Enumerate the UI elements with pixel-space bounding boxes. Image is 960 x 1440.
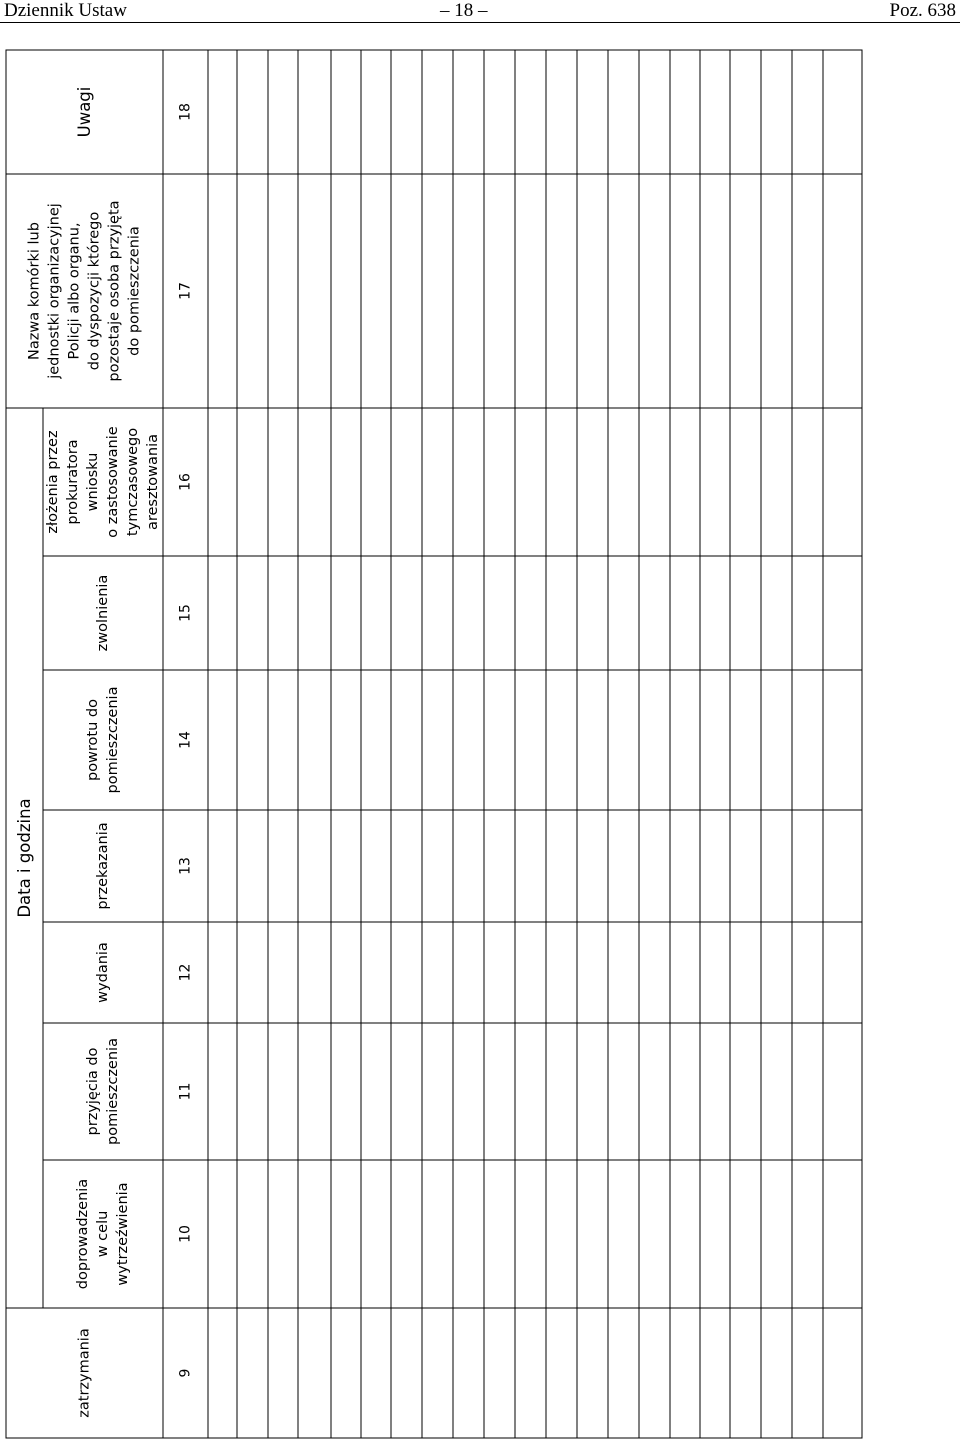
table-labels: [15, 87, 194, 1418]
column-header-10-line: doprowadzenia: [75, 1178, 91, 1290]
date-time-group-header: Data i godzina: [15, 798, 34, 918]
column-header-16-line: tymczasowego: [125, 427, 141, 537]
publication-title: Dziennik Ustaw: [4, 0, 127, 21]
column-header-9-line: zatrzymania: [76, 1328, 93, 1418]
column-header-11-line: przyjęcia do: [85, 1047, 101, 1136]
column-header-14-line: powrotu do: [85, 698, 101, 782]
column-header-16-line: o zastosowanie: [105, 426, 121, 538]
column-header-15-line: zwolnienia: [95, 574, 111, 652]
column-number-12: 12: [177, 963, 194, 982]
column-header-14-line: pomieszczenia: [105, 686, 121, 794]
column-number-9: 9: [177, 1368, 194, 1378]
column-header-16-line: prokuratora: [65, 439, 81, 525]
column-header-17-line: do pomieszczenia: [126, 226, 143, 356]
column-header-13-line: przekazania: [95, 822, 111, 910]
column-header-16-line: wniosku: [85, 452, 101, 512]
column-number-17: 17: [177, 282, 194, 300]
column-header-12-line: wydania: [95, 942, 111, 1003]
column-number-14: 14: [177, 731, 194, 749]
column-number-13: 13: [177, 857, 194, 875]
page-number: – 18 –: [440, 0, 488, 21]
column-header-16-line: złożenia przez: [45, 430, 61, 534]
column-number-10: 10: [177, 1225, 194, 1243]
column-number-11: 11: [177, 1082, 194, 1101]
column-header-17-line: do dyspozycji którego: [86, 211, 103, 371]
column-number-18: 18: [177, 103, 194, 121]
column-header-17-line: Nazwa komórki lub: [26, 222, 43, 360]
remarks-header: Uwagi: [75, 86, 94, 138]
column-header-10-line: wytrzeźwienia: [115, 1182, 131, 1286]
column-header-17-line: Policji albo organu,: [66, 222, 83, 360]
column-header-17-line: pozostaje osoba przyjęta: [106, 200, 123, 382]
column-header-16-line: aresztowania: [145, 433, 161, 531]
column-header-17-line: jednostki organizacyjnej: [46, 203, 63, 379]
position-number: Poz. 638: [889, 0, 956, 21]
column-header-11-line: pomieszczenia: [105, 1038, 121, 1145]
column-number-15: 15: [177, 604, 194, 622]
column-number-16: 16: [177, 473, 194, 491]
column-header-10-line: w celu: [95, 1210, 111, 1258]
